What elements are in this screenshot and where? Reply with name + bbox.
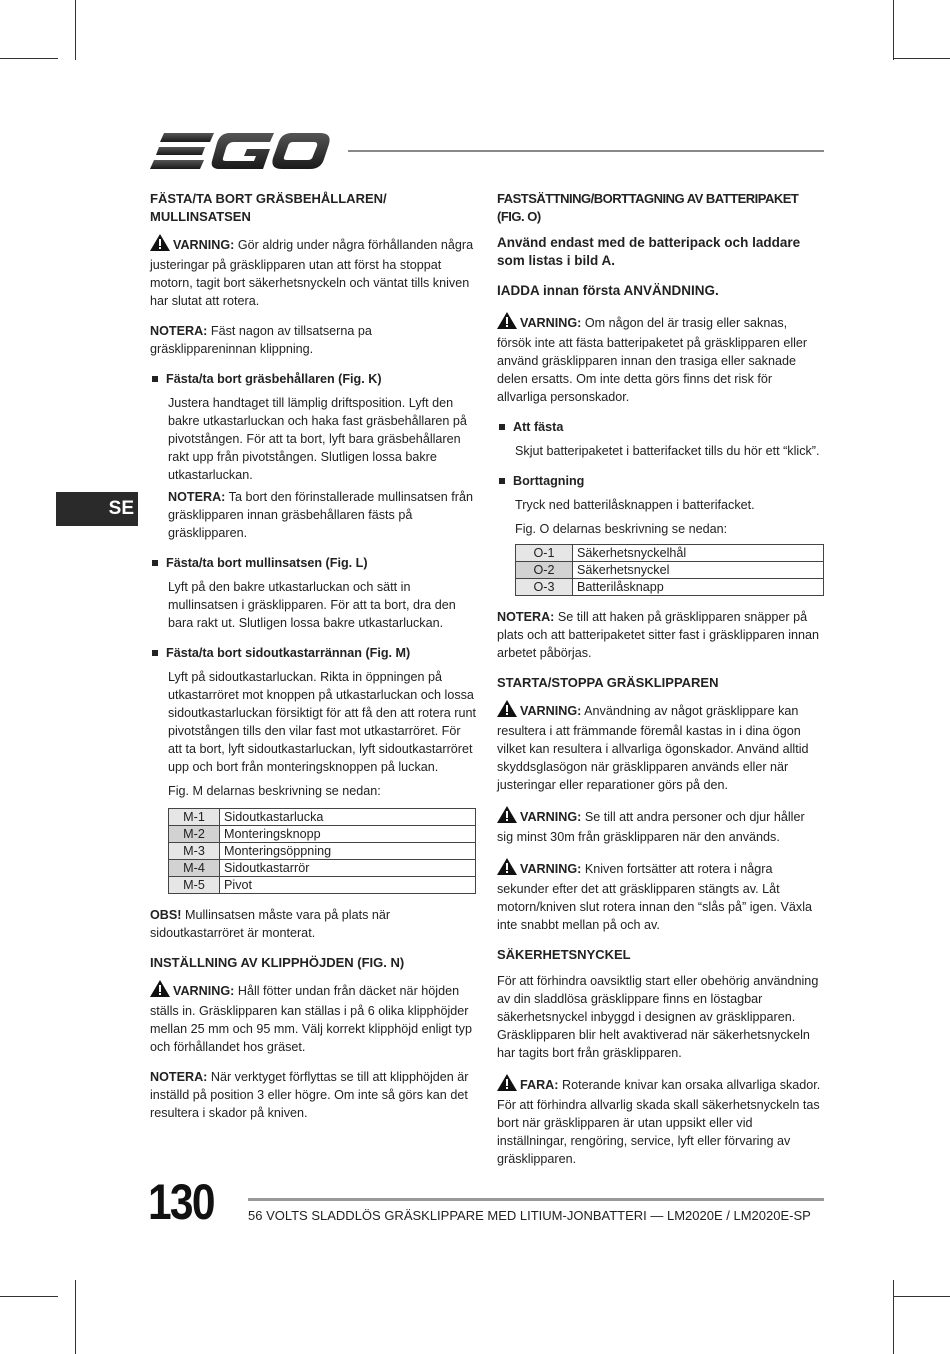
bullet-title: Fästa/ta bort sidoutkastarrännan (Fig. M) — [150, 644, 476, 662]
page-number: 130 — [148, 1174, 214, 1230]
warning-label: VARNING: — [520, 810, 582, 824]
part-label: Säkerhetsnyckel — [573, 562, 824, 579]
section-title: STARTA/STOPPA GRÄSKLIPPAREN — [497, 675, 719, 690]
table-row — [169, 843, 476, 860]
warning-paragraph — [497, 700, 824, 794]
danger-text: Roterande knivar kan orsaka allvarliga skador. För att förhindra allvarlig skada skall säkerhetsnyckeln tas bort när gräsklipparen är utan uppsikt eller vid inställningar, rengöring, service, lyft eller förvaring av gräsklipparen. — [497, 1078, 821, 1166]
section-title: INSTÄLLNING AV KLIPPHÖJDEN (FIG. N) — [150, 955, 405, 970]
section-title-line1: FÄSTA/TA BORT GRÄSBEHÅLLAREN/ — [150, 191, 387, 206]
section-title-line2: MULLINSATSEN — [150, 209, 251, 224]
bullet-body — [150, 668, 476, 894]
warning-text: Om någon del är trasig eller saknas, försök inte att fästa batteripaketet på gräsklipparen eller använd gräsklipparen innan den trasiga eller saknade delen ersatts. Om inte detta görs finns det risk för allvarliga personskador. — [497, 316, 808, 404]
note-text: Fäst nagon av tillsatserna pa gräsklippareninnan klippning. — [150, 324, 372, 356]
crop-mark — [893, 1280, 894, 1354]
part-code: O-2 — [516, 562, 573, 579]
part-code: M-1 — [169, 809, 220, 826]
warning-triangle-icon — [497, 312, 517, 334]
part-code: O-1 — [516, 545, 573, 562]
obs-paragraph — [150, 906, 476, 942]
warning-triangle-icon — [150, 234, 170, 256]
note-paragraph — [497, 608, 824, 662]
table-row — [169, 877, 476, 894]
table-row — [516, 545, 824, 562]
bullet-body — [150, 578, 476, 632]
warning-paragraph — [497, 312, 824, 406]
part-code: M-2 — [169, 826, 220, 843]
note-text: När verktyget förflyttas se till att klipphöjden är inställd på position 3 eller högre. Om inte så görs kan det resultera i skador på kniven. — [150, 1070, 469, 1120]
note-paragraph — [150, 322, 476, 358]
note-paragraph — [150, 1068, 476, 1122]
bullet-title: Borttagning — [497, 472, 824, 490]
warning-text: Håll fötter undan från däcket när höjden ställs in. Gräsklipparen kan ställas i på 6 olika klipphöjder mellan 25 mm och 95 mm. Välj korrekt klipphöjd enligt typ och förhållandet hos gräset. — [150, 984, 472, 1054]
bullet-text: Tryck ned batterilåsknappen i batterifacket. — [515, 498, 755, 512]
warning-triangle-icon — [497, 1074, 517, 1096]
part-label: Monteringsöppning — [220, 843, 476, 860]
crop-mark — [893, 1296, 950, 1297]
warning-paragraph — [497, 858, 824, 934]
part-label: Monteringsknopp — [220, 826, 476, 843]
table-row — [516, 579, 824, 596]
warning-triangle-icon — [497, 858, 517, 880]
bullet-body — [150, 394, 476, 542]
part-code: M-3 — [169, 843, 220, 860]
bullet-title: Fästa/ta bort gräsbehållaren (Fig. K) — [150, 370, 476, 388]
crop-mark — [75, 1280, 76, 1354]
note-label: NOTERA: — [150, 1070, 208, 1084]
warning-triangle-icon — [497, 700, 517, 722]
crop-mark — [75, 0, 76, 60]
warning-label: VARNING: — [173, 984, 235, 998]
crop-mark — [893, 0, 894, 60]
bullet-text: Lyft på sidoutkastarluckan. Rikta in öppningen på utkastarröret mot knoppen på utkastarluckan och lossa sidoutkastarluckan försiktigt för att få den att rotera runt pivotstången tills den vilar fast mot utkastarröret. För att ta bort, lyft sidoutkastarluckan, lyft sidoutkastarröret upp och bort från monteringsknoppen på luckan. — [168, 670, 476, 774]
note-label: NOTERA: — [497, 610, 555, 624]
language-tab: SE — [56, 492, 138, 526]
warning-text: Gör aldrig under några förhållanden några justeringar på gräsklipparen utan att först ha stoppat motorn, tagit bort säkerhetsnyckeln och väntat tills kniven har slutat att rotera. — [150, 238, 474, 308]
ego-logo-graphic — [150, 130, 330, 172]
crop-mark — [0, 58, 58, 59]
section-title — [150, 190, 476, 226]
part-code: M-5 — [169, 877, 220, 894]
note-text: Ta bort den förinstallerade mullinsatsen från gräsklipparen innan gräsbehållaren fästs på gräsklipparen. — [168, 490, 473, 540]
bullet-title: Fästa/ta bort mullinsatsen (Fig. L) — [150, 554, 476, 572]
left-column — [150, 190, 476, 1134]
danger-paragraph — [497, 1074, 824, 1168]
part-code: M-4 — [169, 860, 220, 877]
part-label: Pivot — [220, 877, 476, 894]
warning-text: Se till att andra personer och djur håller sig minst 30m från gräsklipparen när den används. — [497, 810, 805, 844]
section-title: SÄKERHETSNYCKEL — [497, 947, 631, 962]
warning-paragraph — [150, 234, 476, 310]
warning-label: VARNING: — [520, 316, 582, 330]
part-label: Sidoutkastarlucka — [220, 809, 476, 826]
warning-paragraph — [497, 806, 824, 846]
bullet-text: Justera handtaget till lämplig driftsposition. Lyft den bakre utkastarluckan och haka fast gräsbehållaren på pivotstången. För att ta bort, lyft bara gräsbehållaren rakt upp från pivotstången. Slutligen lossa bakre utkastarluckan. — [168, 396, 467, 482]
note-label: NOTERA: — [168, 490, 226, 504]
bullet-title: Att fästa — [497, 418, 824, 436]
obs-label: OBS! — [150, 908, 182, 922]
bullet-text: Lyft på den bakre utkastarluckan och sätt in mullinsatsen i gräsklipparen. För att ta bort, dra den bara rakt ut. Slutligen lossa bakre utkastarluckan. — [168, 580, 456, 630]
bullet-text: Skjut batteripaketet i batterifacket tills du hör ett “klick”. — [515, 444, 820, 458]
crop-mark — [0, 1296, 58, 1297]
bullet-body — [497, 496, 824, 596]
parts-table-o — [515, 544, 824, 596]
body-text: För att förhindra oavsiktlig start eller obehörig användning av din sladdlösa gräsklippare finns en löstagbar säkerhetsnyckel inbyggd i designen av gräsklipparen. Gräsklipparen blir helt avaktiverad när säkerhetsnyckeln har tagits bort från gräsklipparen. — [497, 974, 819, 1060]
section-title: FASTSÄTTNING/BORTTAGNING AV BATTERIPAKET (FIG. O) — [497, 191, 799, 224]
warning-triangle-icon — [150, 980, 170, 1002]
bullet-body — [497, 442, 824, 460]
part-code: O-3 — [516, 579, 573, 596]
table-row — [169, 826, 476, 843]
warning-label: VARNING: — [173, 238, 235, 252]
intro-text: Använd endast med de batteripack och laddare som listas i bild A. — [497, 235, 801, 268]
table-row — [516, 562, 824, 579]
warning-text: Användning av något gräsklippare kan resultera i att främmande föremål kastas in i dina ögon vilket kan resultera i allvarliga ögonskador. Använd alltid skyddsglasögon när gräsklipparen används eller när justeringar eller reparationer görs på den. — [497, 704, 809, 792]
warning-label: VARNING: — [520, 704, 582, 718]
figure-caption: Fig. M delarnas beskrivning se nedan: — [168, 784, 381, 798]
warning-paragraph — [150, 980, 476, 1056]
part-label: Säkerhetsnyckelhål — [573, 545, 824, 562]
figure-caption: Fig. O delarnas beskrivning se nedan: — [515, 522, 728, 536]
footer-text: 56 VOLTS SLADDLÖS GRÄSKLIPPARE MED LITIUM-JONBATTERI — LM2020E / LM2020E-SP — [248, 1208, 811, 1223]
parts-table-m — [168, 808, 476, 894]
warning-text: Kniven fortsätter att rotera i några sekunder efter det att gräsklipparen stängts av. Låt motorn/kniven slut rotera innan den “slås på” igen. Växla inte snabbt mellan på och av. — [497, 862, 813, 932]
right-column — [497, 190, 824, 1180]
crop-mark — [893, 58, 950, 59]
part-label: Batterilåsknapp — [573, 579, 824, 596]
ego-logo — [150, 130, 330, 172]
warning-label: VARNING: — [520, 862, 582, 876]
table-row — [169, 809, 476, 826]
danger-label: FARA: — [520, 1078, 559, 1092]
note-label: NOTERA: — [150, 324, 208, 338]
intro-text: IADDA innan första ANVÄNDNING. — [497, 283, 719, 298]
table-row — [169, 860, 476, 877]
footer-rule — [248, 1198, 824, 1201]
note-paragraph — [168, 488, 476, 542]
obs-text: Mullinsatsen måste vara på plats när sidoutkastarröret är monterat. — [150, 908, 391, 940]
note-text: Se till att haken på gräsklipparen snäpper på plats och att batteripaketet sitter fast i gräsklipparen innan arbetet påbörjas. — [497, 610, 820, 660]
header-rule — [348, 150, 824, 152]
part-label: Sidoutkastarrör — [220, 860, 476, 877]
warning-triangle-icon — [497, 806, 517, 828]
